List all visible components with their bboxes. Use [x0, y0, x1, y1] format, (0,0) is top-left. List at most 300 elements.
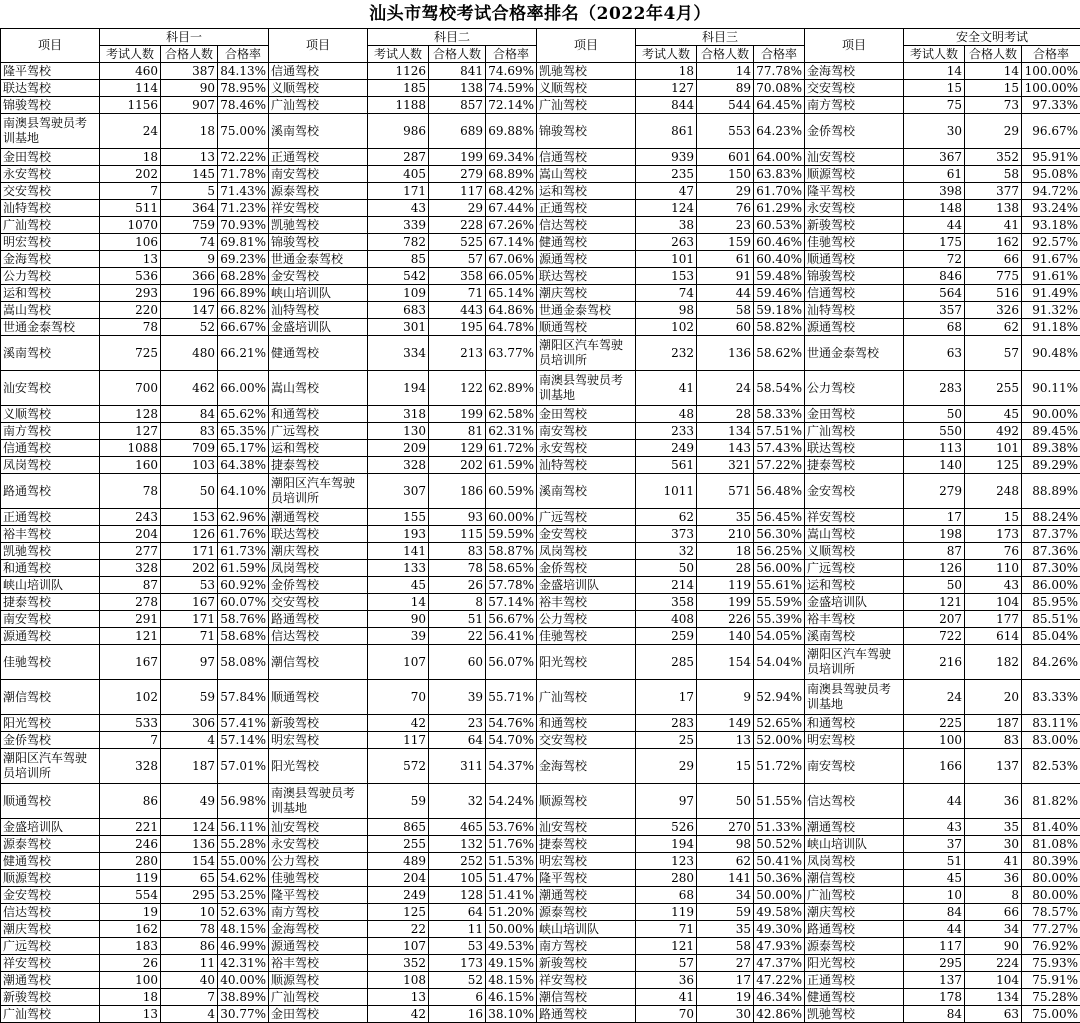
table-row: [1, 938, 1080, 955]
subject1-pass-count: 709: [161, 440, 218, 457]
subject2-pass-rate: 55.71%: [486, 680, 537, 715]
subject1-pass-count: 196: [161, 285, 218, 302]
subject1-pass-rate: 57.14%: [218, 732, 269, 749]
subject3-exam-count: 97: [636, 784, 697, 819]
subject1-exam-count: 293: [100, 285, 161, 302]
subject1-pass-rate: 58.08%: [218, 645, 269, 680]
subject1-school-name: 金侨驾校: [1, 732, 100, 749]
safety-exam-pass-count: 255: [965, 371, 1022, 406]
subject2-pass-count: 195: [429, 319, 486, 336]
subject3-exam-count: 153: [636, 268, 697, 285]
subject1-pass-rate: 46.99%: [218, 938, 269, 955]
subject2-exam-count: 339: [368, 217, 429, 234]
subject3-pass-count: 9: [697, 680, 754, 715]
subject3-exam-count: 1011: [636, 474, 697, 509]
subject3-pass-rate: 59.48%: [754, 268, 805, 285]
subject2-pass-count: 689: [429, 114, 486, 149]
subject1-exam-count: 100: [100, 972, 161, 989]
safety-exam-school-name: 南方驾校: [805, 97, 904, 114]
safety-exam-exam-count: 175: [904, 234, 965, 251]
table-row: [1, 440, 1080, 457]
subject3-school-name: 正通驾校: [537, 200, 636, 217]
subject1-school-name: 潮通驾校: [1, 972, 100, 989]
subject1-exam-count: 533: [100, 715, 161, 732]
subject1-school-name: 汕安驾校: [1, 371, 100, 406]
safety-exam-pass-rate: 89.29%: [1022, 457, 1080, 474]
subject1-pass-count: 49: [161, 784, 218, 819]
subject2-exam-count: 45: [368, 577, 429, 594]
table-row: [1, 628, 1080, 645]
subject2-pass-rate: 49.15%: [486, 955, 537, 972]
safety-exam-school-name: 源通驾校: [805, 319, 904, 336]
subject3-school-name: 源泰驾校: [537, 904, 636, 921]
subject3-school-name: 南安驾校: [537, 423, 636, 440]
subject3-pass-rate: 56.30%: [754, 526, 805, 543]
subject2-school-name: 锦骏驾校: [269, 234, 368, 251]
subject1-pass-rate: 60.07%: [218, 594, 269, 611]
subject1-school-name: 裕丰驾校: [1, 526, 100, 543]
subject1-school-name: 祥安驾校: [1, 955, 100, 972]
subject2-pass-rate: 60.59%: [486, 474, 537, 509]
subject1-exam-count: 127: [100, 423, 161, 440]
table-row: [1, 955, 1080, 972]
subject3-pass-count: 60: [697, 319, 754, 336]
subject1-pass-rate: 66.67%: [218, 319, 269, 336]
subject1-pass-rate: 65.35%: [218, 423, 269, 440]
subject3-pass-rate: 58.33%: [754, 406, 805, 423]
safety-exam-pass-count: 377: [965, 183, 1022, 200]
subject2-school-name: 峡山培训队: [269, 285, 368, 302]
subject2-exam-count: 130: [368, 423, 429, 440]
subject1-pass-rate: 53.25%: [218, 887, 269, 904]
subject1-school-name: 潮庆驾校: [1, 921, 100, 938]
subject1-school-name: 广汕驾校: [1, 217, 100, 234]
subject1-pass-rate: 69.81%: [218, 234, 269, 251]
subject2-pass-rate: 69.34%: [486, 149, 537, 166]
subject3-pass-count: 601: [697, 149, 754, 166]
subject2-exam-count: 185: [368, 80, 429, 97]
safety-exam-pass-count: 104: [965, 972, 1022, 989]
table-row: [1, 732, 1080, 749]
safety-exam-pass-count: 45: [965, 406, 1022, 423]
subject3-exam-count: 194: [636, 836, 697, 853]
subject1-pass-count: 59: [161, 680, 218, 715]
subject3-pass-rate: 49.30%: [754, 921, 805, 938]
item-header: 项目: [269, 29, 368, 63]
subject3-school-name: 顺源驾校: [537, 784, 636, 819]
subject1-school-name: 金安驾校: [1, 887, 100, 904]
subject3-school-name: 义顺驾校: [537, 80, 636, 97]
subject3-pass-count: 19: [697, 989, 754, 1006]
safety-exam-exam-count: 37: [904, 836, 965, 853]
subject3-school-name: 运和驾校: [537, 183, 636, 200]
subject1-pass-count: 9: [161, 251, 218, 268]
item-header: 项目: [805, 29, 904, 63]
subject3-exam-count: 74: [636, 285, 697, 302]
subject1-exam-count: 24: [100, 114, 161, 149]
subject2-exam-count: 141: [368, 543, 429, 560]
subject3-pass-count: 35: [697, 921, 754, 938]
safety-exam-pass-rate: 86.00%: [1022, 577, 1080, 594]
subject2-pass-count: 857: [429, 97, 486, 114]
item-header: 项目: [537, 29, 636, 63]
safety-exam-exam-count: 44: [904, 784, 965, 819]
subject2-pass-rate: 53.76%: [486, 819, 537, 836]
safety-exam-exam-count: 30: [904, 114, 965, 149]
subject3-school-name: 联达驾校: [537, 268, 636, 285]
subject1-pass-rate: 78.46%: [218, 97, 269, 114]
subject3-pass-count: 270: [697, 819, 754, 836]
subject1-pass-count: 7: [161, 989, 218, 1006]
table-row: [1, 715, 1080, 732]
subject2-exam-count: 352: [368, 955, 429, 972]
subject3-exam-count: 526: [636, 819, 697, 836]
subject1-exam-count: 102: [100, 680, 161, 715]
subject1-pass-count: 907: [161, 97, 218, 114]
safety-exam-pass-rate: 81.08%: [1022, 836, 1080, 853]
subject2-pass-rate: 58.87%: [486, 543, 537, 560]
subject1-pass-rate: 40.00%: [218, 972, 269, 989]
safety-exam-pass-count: 15: [965, 80, 1022, 97]
safety-exam-pass-rate: 80.39%: [1022, 853, 1080, 870]
safety-exam-exam-count: 51: [904, 853, 965, 870]
subject2-pass-rate: 50.00%: [486, 921, 537, 938]
safety-exam-school-name: 交安驾校: [805, 80, 904, 97]
table-row: [1, 114, 1080, 149]
subject3-pass-count: 119: [697, 577, 754, 594]
safety-exam-pass-rate: 90.48%: [1022, 336, 1080, 371]
subject1-exam-count: 202: [100, 166, 161, 183]
subject3-pass-count: 76: [697, 200, 754, 217]
subject1-school-name: 路通驾校: [1, 474, 100, 509]
safety-exam-pass-rate: 83.00%: [1022, 732, 1080, 749]
subject3-pass-rate: 57.22%: [754, 457, 805, 474]
subject3-pass-count: 59: [697, 904, 754, 921]
safety-exam-pass-count: 90: [965, 938, 1022, 955]
subject3-pass-count: 136: [697, 336, 754, 371]
group-header-safety-exam: 安全文明考试: [904, 29, 1080, 46]
subject3-pass-count: 134: [697, 423, 754, 440]
subject1-exam-count: 1088: [100, 440, 161, 457]
subject1-pass-rate: 66.00%: [218, 371, 269, 406]
subject2-exam-count: 307: [368, 474, 429, 509]
subject3-exam-count: 48: [636, 406, 697, 423]
subject1-school-name: 源泰驾校: [1, 836, 100, 853]
subject1-exam-count: 328: [100, 560, 161, 577]
table-row: [1, 904, 1080, 921]
subject3-pass-count: 44: [697, 285, 754, 302]
subject2-exam-count: 22: [368, 921, 429, 938]
subject2-pass-count: 128: [429, 887, 486, 904]
subject3-pass-rate: 52.65%: [754, 715, 805, 732]
subject3-school-name: 佳驰驾校: [537, 628, 636, 645]
subject3-school-name: 源通驾校: [537, 251, 636, 268]
subject3-pass-count: 571: [697, 474, 754, 509]
subject2-pass-rate: 68.89%: [486, 166, 537, 183]
safety-exam-pass-count: 36: [965, 784, 1022, 819]
subject1-pass-rate: 55.28%: [218, 836, 269, 853]
subject2-exam-count: 13: [368, 989, 429, 1006]
subject2-pass-rate: 68.42%: [486, 183, 537, 200]
safety-exam-pass-count: 41: [965, 217, 1022, 234]
subject2-pass-count: 132: [429, 836, 486, 853]
subject2-school-name: 凤岗驾校: [269, 560, 368, 577]
subject2-pass-count: 525: [429, 234, 486, 251]
subject2-pass-count: 78: [429, 560, 486, 577]
safety-exam-exam-count: 63: [904, 336, 965, 371]
subject1-exam-count: 7: [100, 183, 161, 200]
safety-exam-pass-rate: 85.95%: [1022, 594, 1080, 611]
table-row: [1, 217, 1080, 234]
subject2-exam-count: 1188: [368, 97, 429, 114]
subject2-school-name: 捷泰驾校: [269, 457, 368, 474]
subject1-school-name: 联达驾校: [1, 80, 100, 97]
subject1-exam-count: 700: [100, 371, 161, 406]
safety-exam-pass-count: 177: [965, 611, 1022, 628]
subject2-pass-count: 52: [429, 972, 486, 989]
subject1-pass-count: 4: [161, 1006, 218, 1023]
subject2-pass-rate: 51.47%: [486, 870, 537, 887]
subject1-pass-count: 40: [161, 972, 218, 989]
subject2-pass-rate: 54.24%: [486, 784, 537, 819]
subject1-pass-rate: 42.31%: [218, 955, 269, 972]
subject2-pass-count: 11: [429, 921, 486, 938]
safety-exam-pass-rate: 87.30%: [1022, 560, 1080, 577]
subject3-pass-rate: 64.45%: [754, 97, 805, 114]
subject2-pass-count: 32: [429, 784, 486, 819]
subject3-exam-count: 119: [636, 904, 697, 921]
subject2-school-name: 汕特驾校: [269, 302, 368, 319]
subject3-pass-rate: 51.72%: [754, 749, 805, 784]
safety-exam-pass-count: 352: [965, 149, 1022, 166]
subject1-pass-rate: 56.11%: [218, 819, 269, 836]
subject2-exam-count: 194: [368, 371, 429, 406]
subject3-pass-count: 154: [697, 645, 754, 680]
subject3-school-name: 凯驰驾校: [537, 63, 636, 80]
subject3-pass-rate: 42.86%: [754, 1006, 805, 1023]
page-title: 汕头市驾校考试合格率排名（2022年4月）: [369, 4, 711, 24]
safety-exam-exam-count: 100: [904, 732, 965, 749]
safety-exam-exam-count: 564: [904, 285, 965, 302]
subject3-exam-count: 408: [636, 611, 697, 628]
safety-exam-school-name: 阳光驾校: [805, 955, 904, 972]
safety-exam-exam-count: 550: [904, 423, 965, 440]
subject1-pass-count: 187: [161, 749, 218, 784]
subject1-pass-count: 71: [161, 628, 218, 645]
safety-exam-exam-count: 295: [904, 955, 965, 972]
subject2-pass-count: 841: [429, 63, 486, 80]
safety-exam-school-name: 世通金泰驾校: [805, 336, 904, 371]
subject1-pass-count: 11: [161, 955, 218, 972]
safety-exam-exam-count: 357: [904, 302, 965, 319]
subject3-school-name: 金海驾校: [537, 749, 636, 784]
subject1-school-name: 交安驾校: [1, 183, 100, 200]
subject2-exam-count: 14: [368, 594, 429, 611]
subject1-pass-rate: 66.82%: [218, 302, 269, 319]
subject1-pass-rate: 48.15%: [218, 921, 269, 938]
safety-exam-exam-count: 84: [904, 904, 965, 921]
subject2-school-name: 和通驾校: [269, 406, 368, 423]
subject1-school-name: 广远驾校: [1, 938, 100, 955]
subject1-pass-count: 295: [161, 887, 218, 904]
subject2-school-name: 广汕驾校: [269, 989, 368, 1006]
subject3-exam-count: 283: [636, 715, 697, 732]
col-header-exam-count: 考试人数: [636, 46, 697, 63]
subject3-pass-count: 321: [697, 457, 754, 474]
subject1-exam-count: 119: [100, 870, 161, 887]
subject3-pass-count: 18: [697, 543, 754, 560]
subject2-exam-count: 287: [368, 149, 429, 166]
subject3-school-name: 信通驾校: [537, 149, 636, 166]
safety-exam-pass-rate: 96.67%: [1022, 114, 1080, 149]
subject1-school-name: 明宏驾校: [1, 234, 100, 251]
safety-exam-exam-count: 166: [904, 749, 965, 784]
safety-exam-school-name: 义顺驾校: [805, 543, 904, 560]
subject3-pass-rate: 55.59%: [754, 594, 805, 611]
subject3-pass-count: 159: [697, 234, 754, 251]
subject3-pass-count: 89: [697, 80, 754, 97]
subject2-pass-rate: 67.06%: [486, 251, 537, 268]
subject2-pass-rate: 51.76%: [486, 836, 537, 853]
subject1-school-name: 顺通驾校: [1, 784, 100, 819]
subject1-pass-rate: 72.22%: [218, 149, 269, 166]
subject1-exam-count: 114: [100, 80, 161, 97]
safety-exam-pass-rate: 100.00%: [1022, 80, 1080, 97]
safety-exam-pass-rate: 90.11%: [1022, 371, 1080, 406]
subject2-exam-count: 572: [368, 749, 429, 784]
subject3-exam-count: 101: [636, 251, 697, 268]
subject1-pass-rate: 71.23%: [218, 200, 269, 217]
safety-exam-exam-count: 24: [904, 680, 965, 715]
safety-exam-exam-count: 198: [904, 526, 965, 543]
subject1-exam-count: 460: [100, 63, 161, 80]
safety-exam-pass-count: 326: [965, 302, 1022, 319]
safety-exam-pass-rate: 87.36%: [1022, 543, 1080, 560]
subject2-exam-count: 42: [368, 1006, 429, 1023]
subject3-pass-count: 199: [697, 594, 754, 611]
safety-exam-pass-rate: 89.38%: [1022, 440, 1080, 457]
subject3-pass-rate: 61.70%: [754, 183, 805, 200]
safety-exam-pass-count: 775: [965, 268, 1022, 285]
subject3-pass-count: 30: [697, 1006, 754, 1023]
safety-exam-exam-count: 44: [904, 921, 965, 938]
safety-exam-exam-count: 14: [904, 63, 965, 80]
safety-exam-pass-count: 614: [965, 628, 1022, 645]
subject1-exam-count: 1156: [100, 97, 161, 114]
safety-exam-school-name: 潮信驾校: [805, 870, 904, 887]
subject1-exam-count: 243: [100, 509, 161, 526]
subject3-pass-count: 98: [697, 836, 754, 853]
subject3-pass-rate: 47.93%: [754, 938, 805, 955]
safety-exam-exam-count: 216: [904, 645, 965, 680]
subject1-pass-rate: 66.21%: [218, 336, 269, 371]
safety-exam-exam-count: 283: [904, 371, 965, 406]
subject1-school-name: 嵩山驾校: [1, 302, 100, 319]
subject3-pass-rate: 77.78%: [754, 63, 805, 80]
table-row: [1, 543, 1080, 560]
subject1-school-name: 信通驾校: [1, 440, 100, 457]
subject2-school-name: 隆平驾校: [269, 887, 368, 904]
col-header-pass-rate: 合格率: [218, 46, 269, 63]
table-row: [1, 853, 1080, 870]
table-row: [1, 645, 1080, 680]
subject2-exam-count: 334: [368, 336, 429, 371]
table-row: [1, 1006, 1080, 1023]
subject3-pass-rate: 64.00%: [754, 149, 805, 166]
subject1-exam-count: 221: [100, 819, 161, 836]
safety-exam-pass-rate: 91.67%: [1022, 251, 1080, 268]
subject1-pass-rate: 75.00%: [218, 114, 269, 149]
subject3-exam-count: 124: [636, 200, 697, 217]
subject1-pass-rate: 57.01%: [218, 749, 269, 784]
subject1-exam-count: 78: [100, 474, 161, 509]
subject1-school-name: 顺源驾校: [1, 870, 100, 887]
subject3-pass-rate: 55.39%: [754, 611, 805, 628]
subject1-pass-rate: 60.92%: [218, 577, 269, 594]
safety-exam-pass-rate: 88.89%: [1022, 474, 1080, 509]
subject2-pass-rate: 66.05%: [486, 268, 537, 285]
subject2-pass-count: 228: [429, 217, 486, 234]
subject3-school-name: 永安驾校: [537, 440, 636, 457]
safety-exam-school-name: 广汕驾校: [805, 423, 904, 440]
subject1-school-name: 汕特驾校: [1, 200, 100, 217]
subject2-exam-count: 85: [368, 251, 429, 268]
subject1-exam-count: 121: [100, 628, 161, 645]
subject2-pass-count: 8: [429, 594, 486, 611]
subject1-school-name: 南澳县驾驶员考训基地: [1, 114, 100, 149]
subject1-pass-rate: 64.10%: [218, 474, 269, 509]
subject3-school-name: 潮阳区汽车驾驶员培训所: [537, 336, 636, 371]
subject1-pass-count: 366: [161, 268, 218, 285]
safety-exam-school-name: 广汕驾校: [805, 887, 904, 904]
subject1-exam-count: 19: [100, 904, 161, 921]
subject3-school-name: 广汕驾校: [537, 97, 636, 114]
subject1-exam-count: 87: [100, 577, 161, 594]
safety-exam-exam-count: 61: [904, 166, 965, 183]
subject1-exam-count: 536: [100, 268, 161, 285]
subject2-pass-rate: 56.41%: [486, 628, 537, 645]
subject3-exam-count: 127: [636, 80, 697, 97]
subject2-school-name: 义顺驾校: [269, 80, 368, 97]
subject1-pass-rate: 55.00%: [218, 853, 269, 870]
safety-exam-school-name: 凯驰驾校: [805, 1006, 904, 1023]
pass-rate-table: [0, 28, 1080, 1023]
table-row: [1, 611, 1080, 628]
subject2-pass-count: 279: [429, 166, 486, 183]
subject3-school-name: 广汕驾校: [537, 680, 636, 715]
subject2-school-name: 嵩山驾校: [269, 371, 368, 406]
subject3-school-name: 汕安驾校: [537, 819, 636, 836]
subject1-school-name: 隆平驾校: [1, 63, 100, 80]
subject3-exam-count: 263: [636, 234, 697, 251]
subject1-school-name: 凤岗驾校: [1, 457, 100, 474]
subject3-pass-rate: 57.51%: [754, 423, 805, 440]
subject1-exam-count: 86: [100, 784, 161, 819]
safety-exam-pass-rate: 91.61%: [1022, 268, 1080, 285]
subject3-exam-count: 50: [636, 560, 697, 577]
subject3-pass-count: 553: [697, 114, 754, 149]
subject1-pass-rate: 71.43%: [218, 183, 269, 200]
subject1-school-name: 捷泰驾校: [1, 594, 100, 611]
subject1-pass-count: 5: [161, 183, 218, 200]
safety-exam-pass-rate: 85.04%: [1022, 628, 1080, 645]
subject1-pass-rate: 61.59%: [218, 560, 269, 577]
subject2-pass-count: 22: [429, 628, 486, 645]
table-row: [1, 509, 1080, 526]
safety-exam-exam-count: 75: [904, 97, 965, 114]
subject1-exam-count: 162: [100, 921, 161, 938]
safety-exam-school-name: 信达驾校: [805, 784, 904, 819]
